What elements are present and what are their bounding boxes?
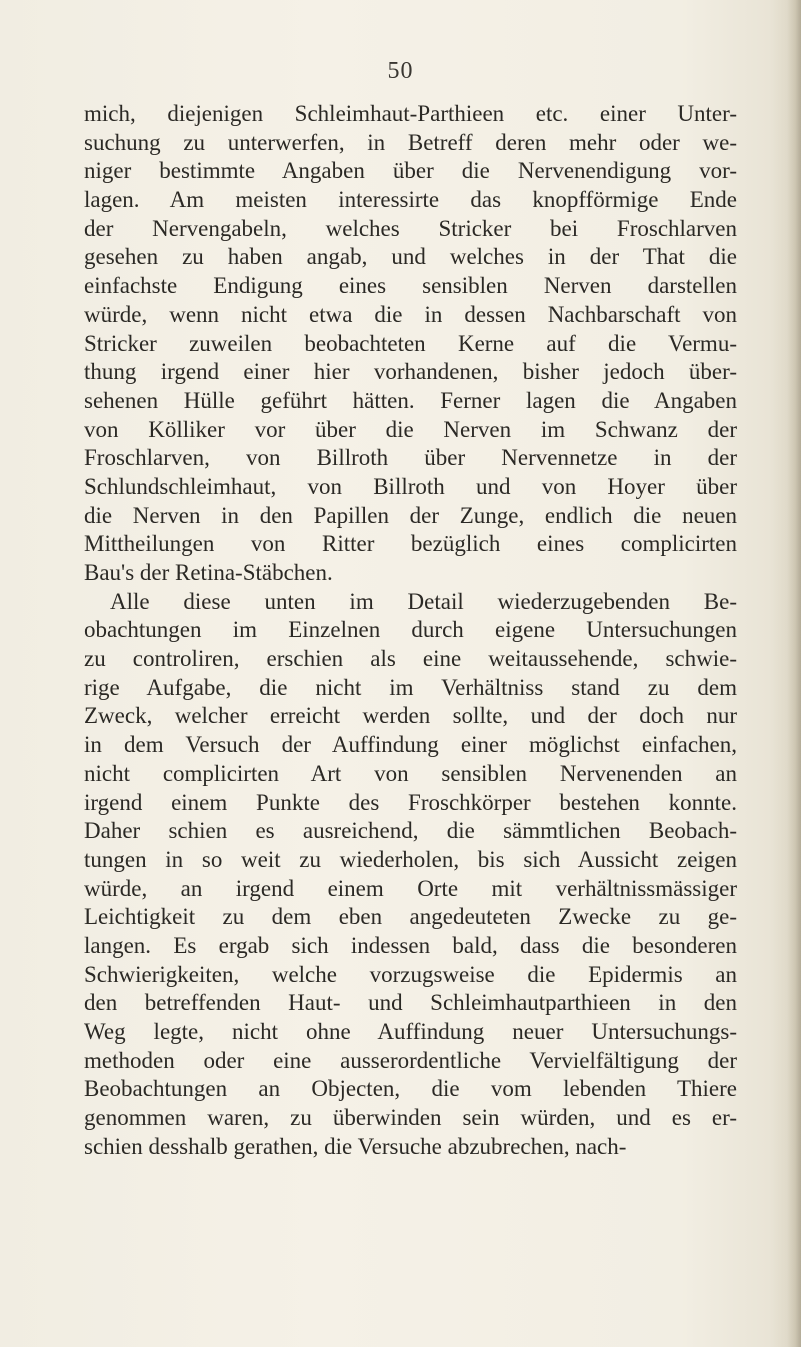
text-line: die Nerven in den Papillen der Zunge, endlich die neuen: [84, 502, 737, 528]
text-line: in dem Versuch der Auffindung einer möglichst einfachen,: [84, 732, 737, 758]
text-line: einfachste Endigung eines sensiblen Nerven darstellen: [84, 273, 737, 299]
text-line: Bau's der Retina-Stäbchen.: [84, 560, 333, 585]
text-line: rige Aufgabe, die nicht im Verhältniss stand zu dem: [84, 674, 737, 700]
text-line: gesehen zu haben angab, und welches in der That die: [84, 244, 737, 270]
text-line: zu controliren, erschien als eine weitaussehende, schwie-: [84, 646, 737, 672]
text-line: Froschlarven, von Billroth über Nervennetze in der: [84, 445, 737, 471]
text-line: methoden oder eine ausserordentliche Vervielfältigung der: [84, 1047, 737, 1073]
text-line: würde, wenn nicht etwa die in dessen Nachbarschaft von: [84, 301, 737, 327]
text-line: nicht complicirten Art von sensiblen Nervenenden an: [84, 760, 737, 786]
text-line: suchung zu unterwerfen, in Betreff deren mehr oder we-: [84, 129, 737, 155]
text-line: niger bestimmte Angaben über die Nervenendigung vor-: [84, 158, 737, 184]
text-line: tungen in so weit zu wiederholen, bis sich Aussicht zeigen: [84, 846, 737, 872]
text-line: irgend einem Punkte des Froschkörper bestehen konnte.: [84, 789, 737, 815]
text-line: der Nervengabeln, welches Stricker bei Froschlarven: [84, 215, 737, 241]
text-line: lagen. Am meisten interessirte das knopfförmige Ende: [84, 187, 737, 213]
text-line: Alle diese unten im Detail wiederzugebenden Be-: [110, 588, 737, 614]
text-line: Zweck, welcher erreicht werden sollte, und der doch nur: [84, 703, 737, 729]
text-line: Schlundschleimhaut, von Billroth und von Hoyer über: [84, 473, 737, 499]
text-line: Schwierigkeiten, welche vorzugsweise die Epidermis an: [84, 961, 737, 987]
text-line: langen. Es ergab sich indessen bald, dass die besonderen: [84, 932, 737, 958]
text-line: Weg legte, nicht ohne Auffindung neuer Untersuchungs-: [84, 1019, 737, 1044]
text-line: Stricker zuweilen beobachteten Kerne auf die Vermu-: [84, 330, 737, 356]
page-edge-shadow: [787, 0, 801, 1347]
page-number: 50: [387, 58, 414, 84]
text-line: sehenen Hülle geführt hätten. Ferner lagen die Angaben: [84, 387, 737, 413]
text-line: mich, diejenigen Schleimhaut-Parthieen etc. einer Unter-: [84, 101, 737, 126]
text-line: Beobachtungen an Objecten, die vom lebenden Thiere: [84, 1076, 737, 1102]
text-line: thung irgend einer hier vorhandenen, bisher jedoch über-: [84, 359, 737, 385]
text-line: Mittheilungen von Ritter bezüglich eines complicirten: [84, 531, 737, 557]
text-line: von Kölliker vor über die Nerven im Schwanz der: [84, 416, 737, 442]
text-line: schien desshalb gerathen, die Versuche abzubrechen, nach-: [84, 1133, 627, 1159]
text-line: obachtungen im Einzelnen durch eigene Untersuchungen: [84, 617, 737, 643]
text-line: würde, an irgend einem Orte mit verhältnissmässiger: [84, 875, 737, 901]
text-line: den betreffenden Haut- und Schleimhautparthieen in den: [84, 990, 737, 1016]
text-line: Leichtigkeit zu dem eben angedeuteten Zwecke zu ge-: [84, 904, 737, 930]
body-text: [84, 100, 737, 1161]
text-line: genommen waren, zu überwinden sein würden, und es er-: [84, 1105, 737, 1131]
text-line: Daher schien es ausreichend, die sämmtlichen Beobach-: [84, 818, 737, 844]
